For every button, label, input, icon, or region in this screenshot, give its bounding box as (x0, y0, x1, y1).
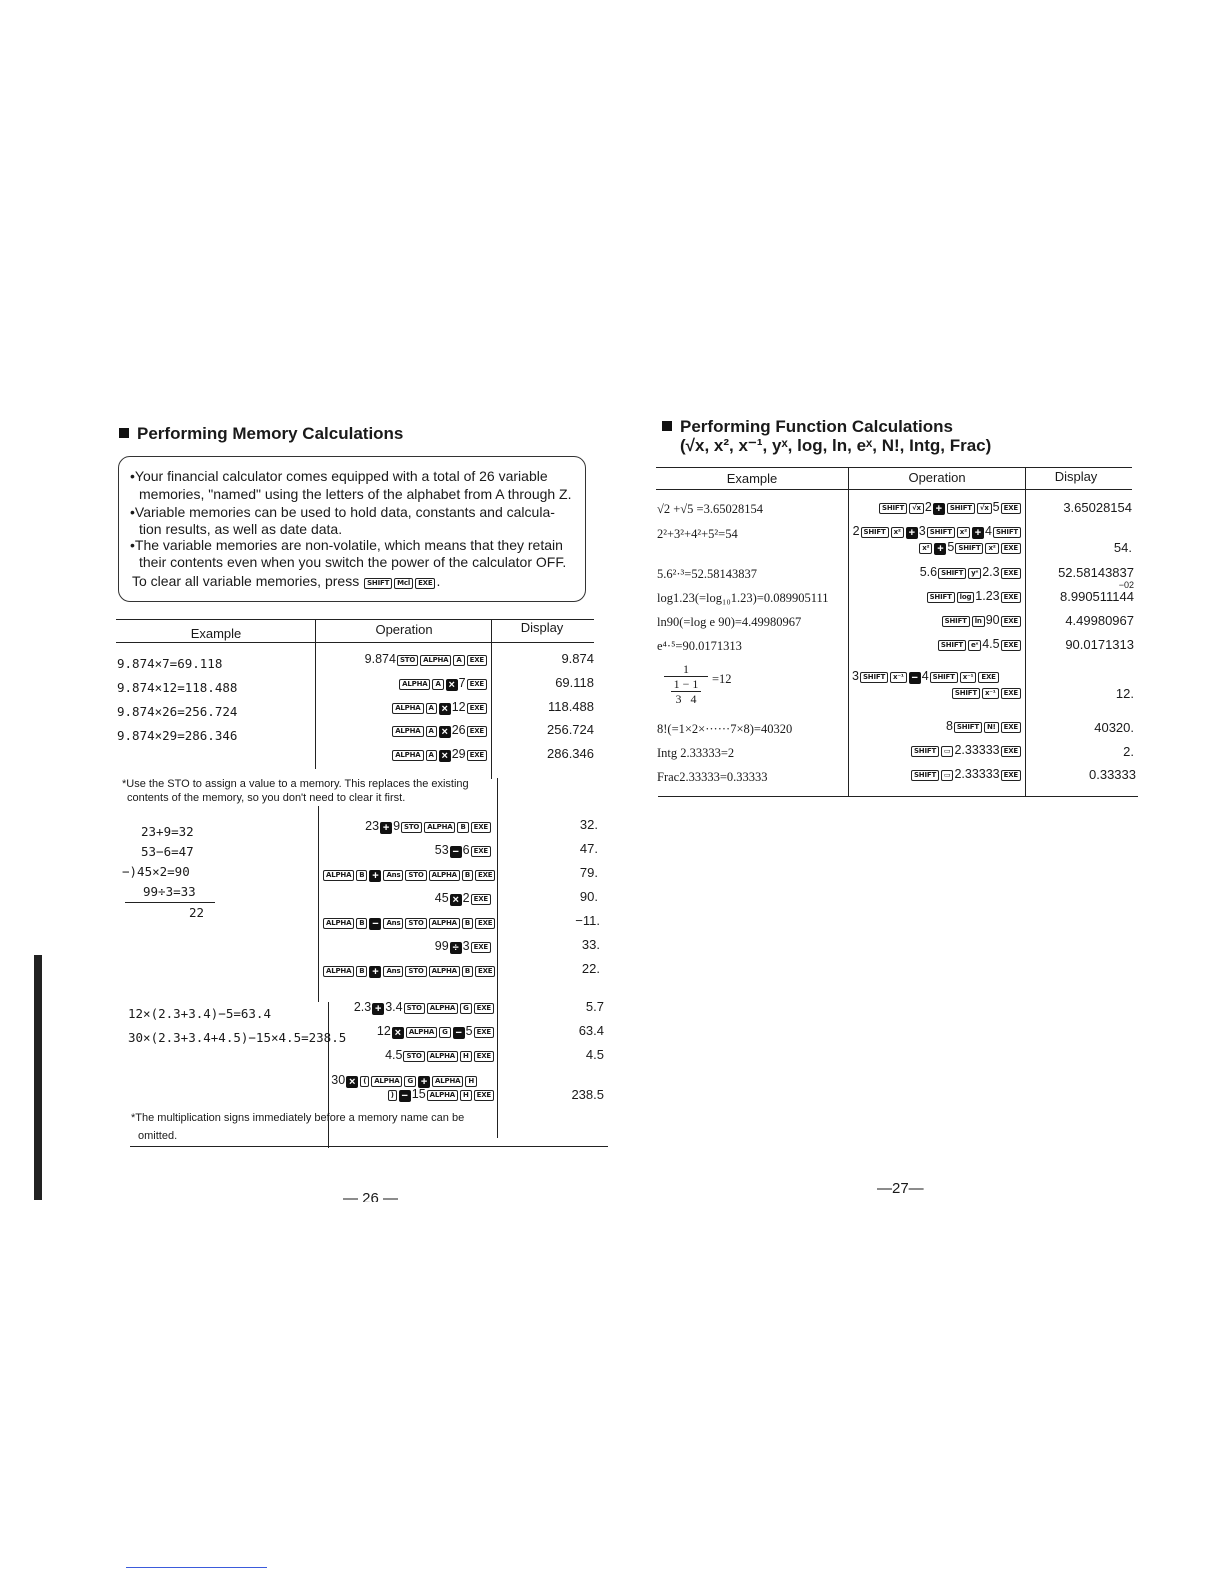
footnote: *The multiplication signs immediately before a memory name can be (131, 1112, 465, 1124)
exe-key-icon: EXE (475, 870, 495, 881)
shift-key-icon: SHIFT (942, 616, 970, 627)
plus-key-icon: + (380, 822, 392, 834)
sqrt-key-icon: √x (909, 503, 924, 514)
display-exponent: −02 (1118, 580, 1134, 590)
a-key-icon: A (453, 655, 464, 666)
exe-key-icon: EXE (471, 846, 491, 857)
operation-cell: 2.3 + 3.4 STO ALPHA G EXE (330, 1000, 495, 1015)
example-cell: =12 (712, 672, 732, 686)
info-line: tion results, as well as date data. (139, 521, 343, 537)
minus-key-icon: − (399, 1090, 411, 1102)
alpha-key-icon: ALPHA (424, 822, 455, 833)
plus-key-icon: + (369, 870, 381, 882)
a-key-icon: A (426, 750, 437, 761)
exe-key-icon: EXE (1001, 746, 1021, 757)
exe-key-icon: EXE (475, 966, 495, 977)
table-header-rule (656, 489, 1132, 490)
footnote: *Use the STO to assign a value to a memory. This replaces the existing (122, 778, 469, 790)
display-cell: 54. (1113, 540, 1132, 555)
minus-key-icon: − (450, 846, 462, 858)
exe-key-icon: EXE (467, 703, 487, 714)
intg-key-icon: ▭ (941, 746, 953, 757)
example-cell: ln90(=log e 90)=4.49980967 (657, 615, 802, 629)
display-cell: 47. (579, 841, 598, 856)
section-heading-function: Performing Function Calculations (662, 417, 953, 437)
exe-key-icon: EXE (1001, 688, 1021, 699)
exe-key-icon: EXE (1001, 616, 1021, 627)
operation-cell: 53 − 6 EXE (322, 843, 492, 858)
a-key-icon: A (432, 679, 443, 690)
section-heading-memory: Performing Memory Calculations (119, 424, 403, 444)
alpha-key-icon: ALPHA (371, 1076, 402, 1087)
col-divider (328, 1002, 329, 1148)
shift-key-icon: SHIFT (938, 568, 966, 579)
shift-key-icon: SHIFT (911, 746, 939, 757)
sqrt-key-icon: √x (977, 503, 992, 514)
operation-cell: ) − 15 ALPHA H EXE (330, 1087, 495, 1102)
info-line: •Variable memories can be used to hold data, constants and calcula- (130, 504, 555, 520)
shift-key-icon: SHIFT (927, 527, 955, 538)
operation-cell: SHIFT √x 2 + SHIFT √x 5 EXE (852, 500, 1022, 515)
b-key-icon: B (356, 918, 367, 929)
display-cell: 286.346 (547, 746, 594, 761)
plus-key-icon: + (934, 543, 946, 555)
operation-cell: ALPHA A × 29 EXE (320, 747, 488, 762)
sto-key-icon: STO (405, 966, 426, 977)
minus-key-icon: − (453, 1027, 465, 1039)
scan-artifact-line (126, 1567, 267, 1568)
ans-key-icon: Ans (383, 870, 403, 881)
sto-key-icon: STO (405, 870, 426, 881)
display-cell: 90.0171313 (1065, 637, 1134, 652)
example-cell: Frac2.33333=0.33333 (657, 770, 768, 784)
info-line: memories, "named" using the letters of the alphabet from A through Z. (139, 486, 572, 502)
divide-key-icon: ÷ (450, 942, 462, 954)
operation-cell: 5.6 SHIFT yˣ 2.3 EXE (852, 565, 1022, 579)
display-cell: 52.58143837 (1058, 565, 1134, 580)
multiply-key-icon: × (392, 1027, 404, 1039)
info-clear-line: To clear all variable memories, press SHIFT Mcl EXE . (132, 573, 441, 589)
shift-key-icon: SHIFT (954, 722, 982, 733)
alpha-key-icon: ALPHA (432, 1076, 463, 1087)
col-divider (1025, 467, 1026, 797)
display-cell: 3.65028154 (1063, 500, 1132, 515)
alpha-key-icon: ALPHA (427, 1003, 458, 1014)
operation-cell: SHIFT ln 90 EXE (852, 613, 1022, 627)
operation-cell: 45 × 2 EXE (322, 891, 492, 906)
display-cell: 0.33333 (1089, 767, 1136, 782)
power-key-icon: yˣ (968, 568, 981, 579)
display-cell: 2. (1123, 744, 1134, 759)
multiply-key-icon: × (439, 703, 451, 715)
shift-key-icon: SHIFT (952, 688, 980, 699)
g-key-icon: G (439, 1027, 451, 1038)
footnote: contents of the memory, so you don't need to clear it first. (127, 792, 406, 804)
shift-key-icon: SHIFT (911, 770, 939, 781)
g-key-icon: G (404, 1076, 416, 1087)
operation-cell: ALPHA A × 12 EXE (320, 700, 488, 715)
alpha-key-icon: ALPHA (399, 679, 430, 690)
operation-cell (322, 963, 492, 978)
h-key-icon: H (460, 1051, 472, 1062)
exe-key-icon: EXE (1001, 722, 1021, 733)
operation-cell: 23 + 9 STO ALPHA B EXE (322, 819, 492, 834)
display-cell: 22. (581, 961, 600, 976)
display-cell: 79. (579, 865, 598, 880)
display-cell: 4.5 (585, 1047, 604, 1062)
example-cell: 30×(2.3+3.4+4.5)−15×4.5=238.5 (128, 1030, 347, 1045)
h-key-icon: H (465, 1076, 477, 1087)
exe-key-icon: EXE (415, 578, 435, 589)
b-key-icon: B (462, 918, 473, 929)
display-cell: 4.49980967 (1065, 613, 1134, 628)
plus-key-icon: + (372, 1003, 384, 1015)
display-cell: 118.488 (547, 699, 594, 714)
multiply-key-icon: × (446, 679, 458, 691)
display-cell: −11. (575, 913, 600, 928)
inverse-key-icon: x⁻¹ (890, 672, 907, 683)
example-cell: 8!(=1×2×······7×8)=40320 (657, 722, 793, 736)
display-cell: 238.5 (571, 1087, 604, 1102)
inverse-key-icon: x⁻¹ (960, 672, 977, 683)
example-cell: 22 (189, 905, 205, 920)
shift-key-icon: SHIFT (930, 672, 958, 683)
example-cell: 23+9=32 (141, 824, 194, 839)
example-cell: log1.23(=log₁₀1.23)=0.089905111 (657, 591, 829, 605)
plus-key-icon: + (418, 1076, 430, 1088)
b-key-icon: B (462, 966, 473, 977)
alpha-key-icon: ALPHA (323, 870, 354, 881)
col-divider (315, 619, 316, 769)
exe-key-icon: EXE (474, 1090, 494, 1101)
exe-key-icon: EXE (1001, 503, 1021, 514)
operation-cell: 99 ÷ 3 EXE (322, 939, 492, 954)
exe-key-icon: EXE (1001, 770, 1021, 781)
h-key-icon: H (460, 1090, 472, 1101)
minus-key-icon: − (369, 918, 381, 930)
example-cell: 9.874×7=69.118 (117, 656, 223, 671)
example-cell: e⁴·⁵=90.0171313 (657, 639, 742, 653)
exe-key-icon: EXE (474, 1027, 494, 1038)
exe-key-icon: EXE (471, 894, 491, 905)
alpha-key-icon: ALPHA (392, 703, 423, 714)
exe-key-icon: EXE (1001, 568, 1021, 579)
col-divider (848, 467, 849, 797)
display-cell: 32. (579, 817, 598, 832)
shift-key-icon: SHIFT (879, 503, 907, 514)
exe-key-icon: EXE (475, 918, 495, 929)
alpha-key-icon: ALPHA (427, 1090, 458, 1101)
operation-cell: SHIFT ▭ 2.33333 EXE (852, 743, 1022, 757)
exe-key-icon: EXE (1001, 543, 1021, 554)
frac-key-icon: ▭ (941, 770, 953, 781)
col-divider (491, 619, 492, 779)
square-key-icon: x² (919, 543, 932, 554)
alpha-key-icon: ALPHA (392, 726, 423, 737)
b-key-icon: B (457, 822, 468, 833)
page-number: — 26 — (343, 1190, 399, 1202)
operation-cell: 30 × ( ALPHA G + ALPHA H (330, 1073, 478, 1088)
operation-cell: 3 SHIFT x⁻¹ − 4 SHIFT x⁻¹ EXE (852, 669, 987, 684)
info-line: •The variable memories are non-volatile, which means that they retain (130, 537, 563, 553)
multiply-key-icon: × (346, 1076, 358, 1088)
col-header-example: Example (190, 626, 242, 641)
operation-cell (322, 915, 492, 930)
operation-cell (322, 867, 492, 882)
log-key-icon: log (957, 592, 975, 603)
exe-key-icon: EXE (1001, 640, 1021, 651)
ans-key-icon: Ans (383, 918, 403, 929)
col-header-display: Display (1054, 469, 1098, 484)
plus-key-icon: + (933, 503, 945, 515)
operation-cell: ALPHA A × 7 EXE (320, 676, 488, 691)
display-cell: 12. (1115, 686, 1134, 701)
alpha-key-icon: ALPHA (392, 750, 423, 761)
bullet-square-icon (119, 428, 129, 438)
operation-cell (852, 685, 1022, 699)
exp-key-icon: eˣ (968, 640, 981, 651)
multiply-key-icon: × (450, 894, 462, 906)
mcl-key-icon: Mcl (394, 578, 413, 589)
ans-key-icon: Ans (383, 966, 403, 977)
alpha-key-icon: ALPHA (406, 1027, 437, 1038)
exe-key-icon: EXE (474, 1051, 494, 1062)
inverse-key-icon: x⁻¹ (982, 688, 999, 699)
display-cell: 40320. (1094, 720, 1134, 735)
col-header-operation: Operation (375, 622, 433, 637)
example-cell: Intg 2.33333=2 (657, 746, 735, 760)
sto-key-icon: STO (403, 1051, 424, 1062)
right-paren-key-icon: ) (388, 1090, 397, 1101)
shift-key-icon: SHIFT (947, 503, 975, 514)
operation-cell: 2 SHIFT x² + 3 SHIFT x² + 4 SHIFT (852, 524, 1022, 539)
alpha-key-icon: ALPHA (420, 655, 451, 666)
section-subheading: (√x, x², x⁻¹, yˣ, log, ln, eˣ, N!, Intg, Frac) (680, 436, 992, 455)
shift-key-icon: SHIFT (955, 543, 983, 554)
display-cell: 90. (579, 889, 598, 904)
col-divider (497, 778, 498, 1138)
example-cell: 12×(2.3+3.4)−5=63.4 (128, 1006, 271, 1021)
plus-key-icon: + (906, 527, 918, 539)
display-cell: 69.118 (555, 675, 594, 690)
b-key-icon: B (356, 870, 367, 881)
square-key-icon: x² (891, 527, 904, 538)
alpha-key-icon: ALPHA (429, 918, 460, 929)
sum-rule (125, 902, 215, 903)
plus-key-icon: + (369, 966, 381, 978)
scan-edge-shadow (34, 955, 42, 1200)
operation-cell: 4.5 STO ALPHA H EXE (330, 1048, 495, 1062)
example-cell: 9.874×26=256.724 (117, 704, 238, 719)
square-key-icon: x² (957, 527, 970, 538)
shift-key-icon: SHIFT (364, 578, 392, 589)
g-key-icon: G (460, 1003, 472, 1014)
a-key-icon: A (426, 703, 437, 714)
example-cell: 99÷3=33 (143, 884, 196, 899)
exe-key-icon: EXE (467, 750, 487, 761)
col-header-operation: Operation (908, 470, 966, 485)
minus-key-icon: − (909, 672, 921, 684)
plus-key-icon: + (972, 527, 984, 539)
table-bottom-rule (130, 1146, 608, 1147)
operation-cell: SHIFT eˣ 4.5 EXE (852, 637, 1022, 651)
multiply-key-icon: × (439, 750, 451, 762)
operation-cell: ALPHA A × 26 EXE (320, 723, 488, 738)
shift-key-icon: SHIFT (993, 527, 1021, 538)
operation-cell: SHIFT log 1.23 EXE (852, 589, 1022, 603)
info-line: their contents even when you switch the power of the calculator OFF. (139, 554, 567, 570)
operation-cell: SHIFT ▭ 2.33333 EXE (852, 767, 1022, 781)
exe-key-icon: EXE (474, 1003, 494, 1014)
square-key-icon: x² (985, 543, 998, 554)
exe-key-icon: EXE (471, 942, 491, 953)
operation-cell: 12 × ALPHA G − 5 EXE (360, 1024, 495, 1039)
example-cell: √2 +√5 =3.65028154 (657, 502, 763, 516)
example-cell: 2²+3²+4²+5²=54 (657, 527, 738, 541)
footnote: omitted. (138, 1130, 178, 1142)
operation-cell: 9.874 STO ALPHA A EXE (320, 652, 488, 666)
info-line: •Your financial calculator comes equipped with a total of 26 variable (130, 468, 548, 484)
factorial-key-icon: N! (984, 722, 999, 733)
sto-key-icon: STO (397, 655, 418, 666)
display-cell: 9.874 (561, 651, 594, 666)
ln-key-icon: ln (972, 616, 985, 627)
left-paren-key-icon: ( (360, 1076, 369, 1087)
exe-key-icon: EXE (978, 672, 998, 683)
col-header-example: Example (726, 471, 778, 486)
alpha-key-icon: ALPHA (429, 870, 460, 881)
shift-key-icon: SHIFT (927, 592, 955, 603)
display-cell: 33. (581, 937, 600, 952)
multiply-key-icon: × (439, 726, 451, 738)
example-cell: 5.6²·³=52.58143837 (657, 567, 757, 581)
a-key-icon: A (426, 726, 437, 737)
table-header-rule (116, 642, 594, 643)
sto-key-icon: STO (401, 822, 422, 833)
example-cell: 9.874×12=118.488 (117, 680, 238, 695)
exe-key-icon: EXE (471, 822, 491, 833)
b-key-icon: B (356, 966, 367, 977)
col-divider (318, 806, 319, 1002)
operation-cell: 8 SHIFT N! EXE (852, 719, 1022, 733)
col-header-display: Display (520, 620, 564, 635)
example-cell: 9.874×29=286.346 (117, 728, 238, 743)
example-cell: −)45×2=90 (122, 864, 190, 879)
alpha-key-icon: ALPHA (429, 966, 460, 977)
display-cell: 256.724 (547, 722, 594, 737)
table-bottom-rule (658, 796, 1138, 797)
exe-key-icon: EXE (467, 679, 487, 690)
display-cell: 5.7 (585, 999, 604, 1014)
alpha-key-icon: ALPHA (427, 1051, 458, 1062)
table-top-rule (656, 467, 1132, 468)
example-cell: 53−6=47 (141, 844, 194, 859)
display-cell: 8.990511144 (1060, 589, 1134, 604)
sto-key-icon: STO (405, 918, 426, 929)
alpha-key-icon: ALPHA (323, 966, 354, 977)
alpha-key-icon: ALPHA (323, 918, 354, 929)
shift-key-icon: SHIFT (938, 640, 966, 651)
exe-key-icon: EXE (467, 655, 487, 666)
shift-key-icon: SHIFT (860, 672, 888, 683)
bullet-square-icon (662, 421, 672, 431)
operation-cell: x² + 5 SHIFT x² EXE (852, 540, 1022, 555)
exe-key-icon: EXE (1001, 592, 1021, 603)
exe-key-icon: EXE (467, 726, 487, 737)
fraction-example: 1 1 − 1 3 4 (664, 662, 708, 706)
shift-key-icon: SHIFT (861, 527, 889, 538)
sto-key-icon: STO (404, 1003, 425, 1014)
page-number: —27— (877, 1180, 924, 1197)
b-key-icon: B (462, 870, 473, 881)
display-cell: 63.4 (578, 1023, 604, 1038)
